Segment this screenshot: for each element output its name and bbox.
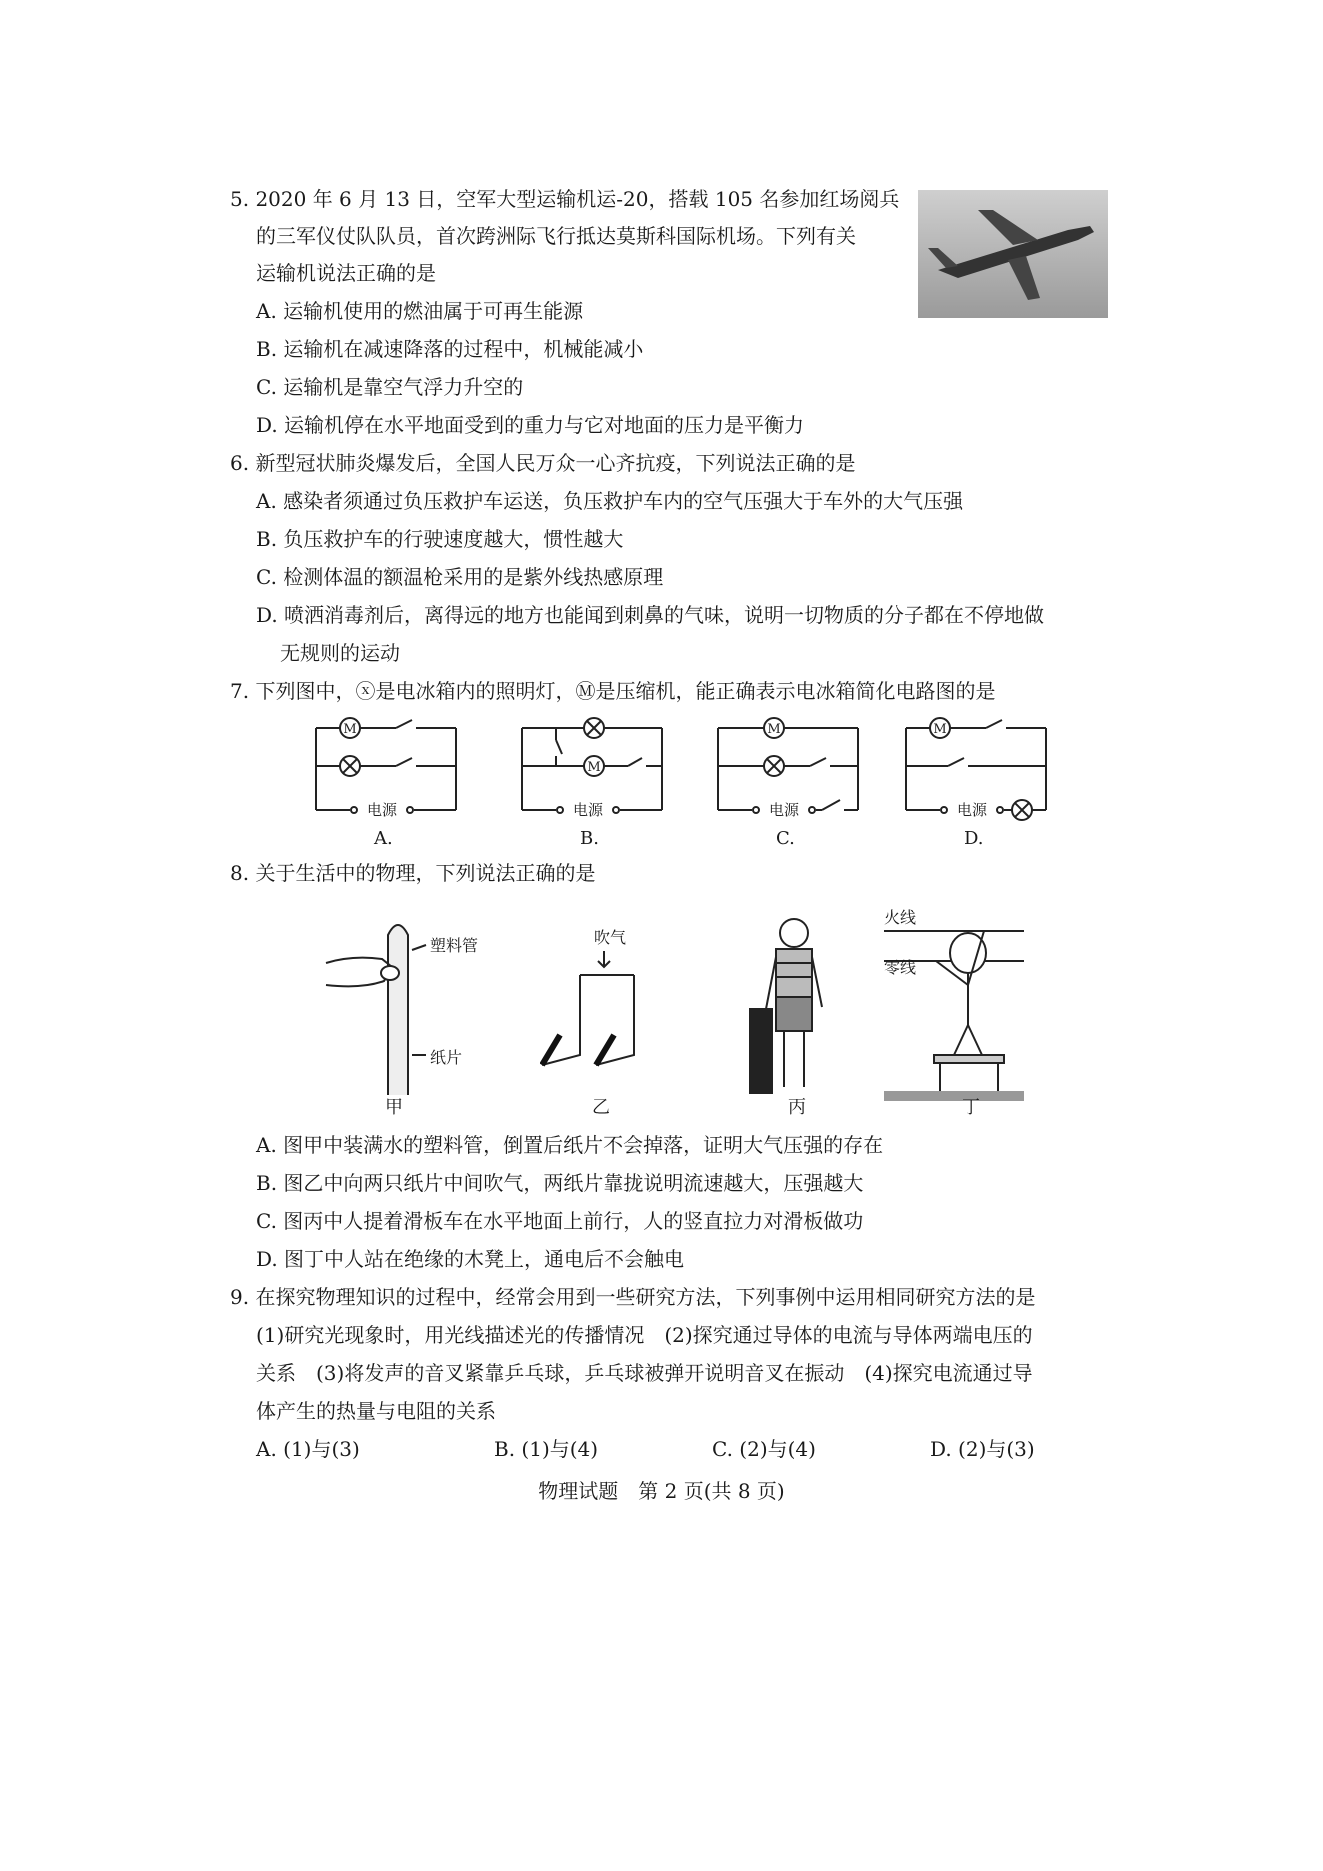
q7-stem: 7. 下列图中，ⓧ是电冰箱内的照明灯，Ⓜ是压缩机，能正确表示电冰箱简化电路图的是 xyxy=(230,679,996,703)
q6-option-d-line2: 无规则的运动 xyxy=(280,641,400,665)
motor-symbol: M xyxy=(343,722,357,737)
circuit-caption-c: C. xyxy=(776,828,795,849)
figure-ding xyxy=(884,905,1024,1105)
q5-option-d: D. 运输机停在水平地面受到的重力与它对地面的压力是平衡力 xyxy=(256,413,805,437)
q5-option-a: A. 运输机使用的燃油属于可再生能源 xyxy=(256,299,584,323)
q5-stem-line2: 的三军仪仗队队员，首次跨洲际飞行抵达莫斯科国际机场。下列有关 xyxy=(256,224,856,248)
label-neutral-wire: 零线 xyxy=(884,958,917,977)
source-label: 电源 xyxy=(768,801,800,819)
q9-option-a: A. (1)与(3) xyxy=(256,1437,360,1461)
source-label: 电源 xyxy=(572,801,604,819)
fig-caption-bing: 丙 xyxy=(788,1097,806,1118)
motor-symbol: M xyxy=(587,760,601,775)
q9-option-d: D. (2)与(3) xyxy=(930,1437,1035,1461)
q5-stem-line1: 5. 2020 年 6 月 13 日，空军大型运输机运-20，搭载 105 名参加红场阅兵 xyxy=(230,187,900,211)
q5-stem-line3: 运输机说法正确的是 xyxy=(256,261,436,285)
q6-stem: 6. 新型冠状肺炎爆发后，全国人民万众一心齐抗疫，下列说法正确的是 xyxy=(230,451,856,475)
fig-caption-ding: 丁 xyxy=(962,1097,980,1118)
circuit-a xyxy=(312,714,460,824)
transport-plane-photo xyxy=(918,190,1108,318)
q9-stem-line2: (1)研究光现象时，用光线描述光的传播情况 (2)探究通过导体的电流与导体两端电压的 xyxy=(256,1323,1033,1347)
source-label: 电源 xyxy=(956,801,988,819)
motor-symbol: M xyxy=(933,722,947,737)
q8-option-b: B. 图乙中向两只纸片中间吹气，两纸片靠拢说明流速越大，压强越大 xyxy=(256,1171,864,1195)
q8-option-c: C. 图丙中人提着滑板车在水平地面上前行，人的竖直拉力对滑板做功 xyxy=(256,1209,864,1233)
q8-option-d: D. 图丁中人站在绝缘的木凳上，通电后不会触电 xyxy=(256,1247,685,1271)
circuit-caption-d: D. xyxy=(964,828,984,849)
circuit-caption-a: A. xyxy=(374,828,393,849)
q8-stem: 8. 关于生活中的物理，下列说法正确的是 xyxy=(230,861,596,885)
figure-bing xyxy=(740,905,850,1105)
q6-option-b: B. 负压救护车的行驶速度越大，惯性越大 xyxy=(256,527,624,551)
q9-stem-line4: 体产生的热量与电阻的关系 xyxy=(256,1399,496,1423)
q9-option-b: B. (1)与(4) xyxy=(494,1437,599,1461)
q9-option-c: C. (2)与(4) xyxy=(712,1437,816,1461)
label-live-wire: 火线 xyxy=(884,908,917,927)
figure-jia xyxy=(322,905,502,1105)
fig-caption-jia: 甲 xyxy=(385,1097,403,1118)
figure-yi xyxy=(540,905,680,1105)
page-footer: 物理试题 第 2 页(共 8 页) xyxy=(538,1479,785,1503)
q6-option-a: A. 感染者须通过负压救护车运送，负压救护车内的空气压强大于车外的大气压强 xyxy=(256,489,964,513)
fig-caption-yi: 乙 xyxy=(592,1097,610,1118)
q8-option-a: A. 图甲中装满水的塑料管，倒置后纸片不会掉落，证明大气压强的存在 xyxy=(256,1133,884,1157)
circuit-d xyxy=(902,714,1050,824)
label-paper: 纸片 xyxy=(430,1048,463,1067)
q5-option-b: B. 运输机在减速降落的过程中，机械能减小 xyxy=(256,337,644,361)
q6-option-d-line1: D. 喷洒消毒剂后，离得远的地方也能闻到刺鼻的气味，说明一切物质的分子都在不停地做 xyxy=(256,603,1045,627)
label-blow: 吹气 xyxy=(594,928,627,947)
q9-stem-line1: 9. 在探究物理知识的过程中，经常会用到一些研究方法，下列事例中运用相同研究方法的是 xyxy=(230,1285,1036,1309)
motor-symbol: M xyxy=(767,722,781,737)
circuit-c xyxy=(714,714,862,824)
circuit-caption-b: B. xyxy=(580,828,599,849)
q6-option-c: C. 检测体温的额温枪采用的是紫外线热感原理 xyxy=(256,565,664,589)
label-tube: 塑料管 xyxy=(430,936,479,955)
circuit-b xyxy=(518,714,666,824)
q5-option-c: C. 运输机是靠空气浮力升空的 xyxy=(256,375,524,399)
q9-stem-line3: 关系 (3)将发声的音叉紧靠乒乓球，乒乓球被弹开说明音叉在振动 (4)探究电流通过导 xyxy=(256,1361,1033,1385)
source-label: 电源 xyxy=(366,801,398,819)
